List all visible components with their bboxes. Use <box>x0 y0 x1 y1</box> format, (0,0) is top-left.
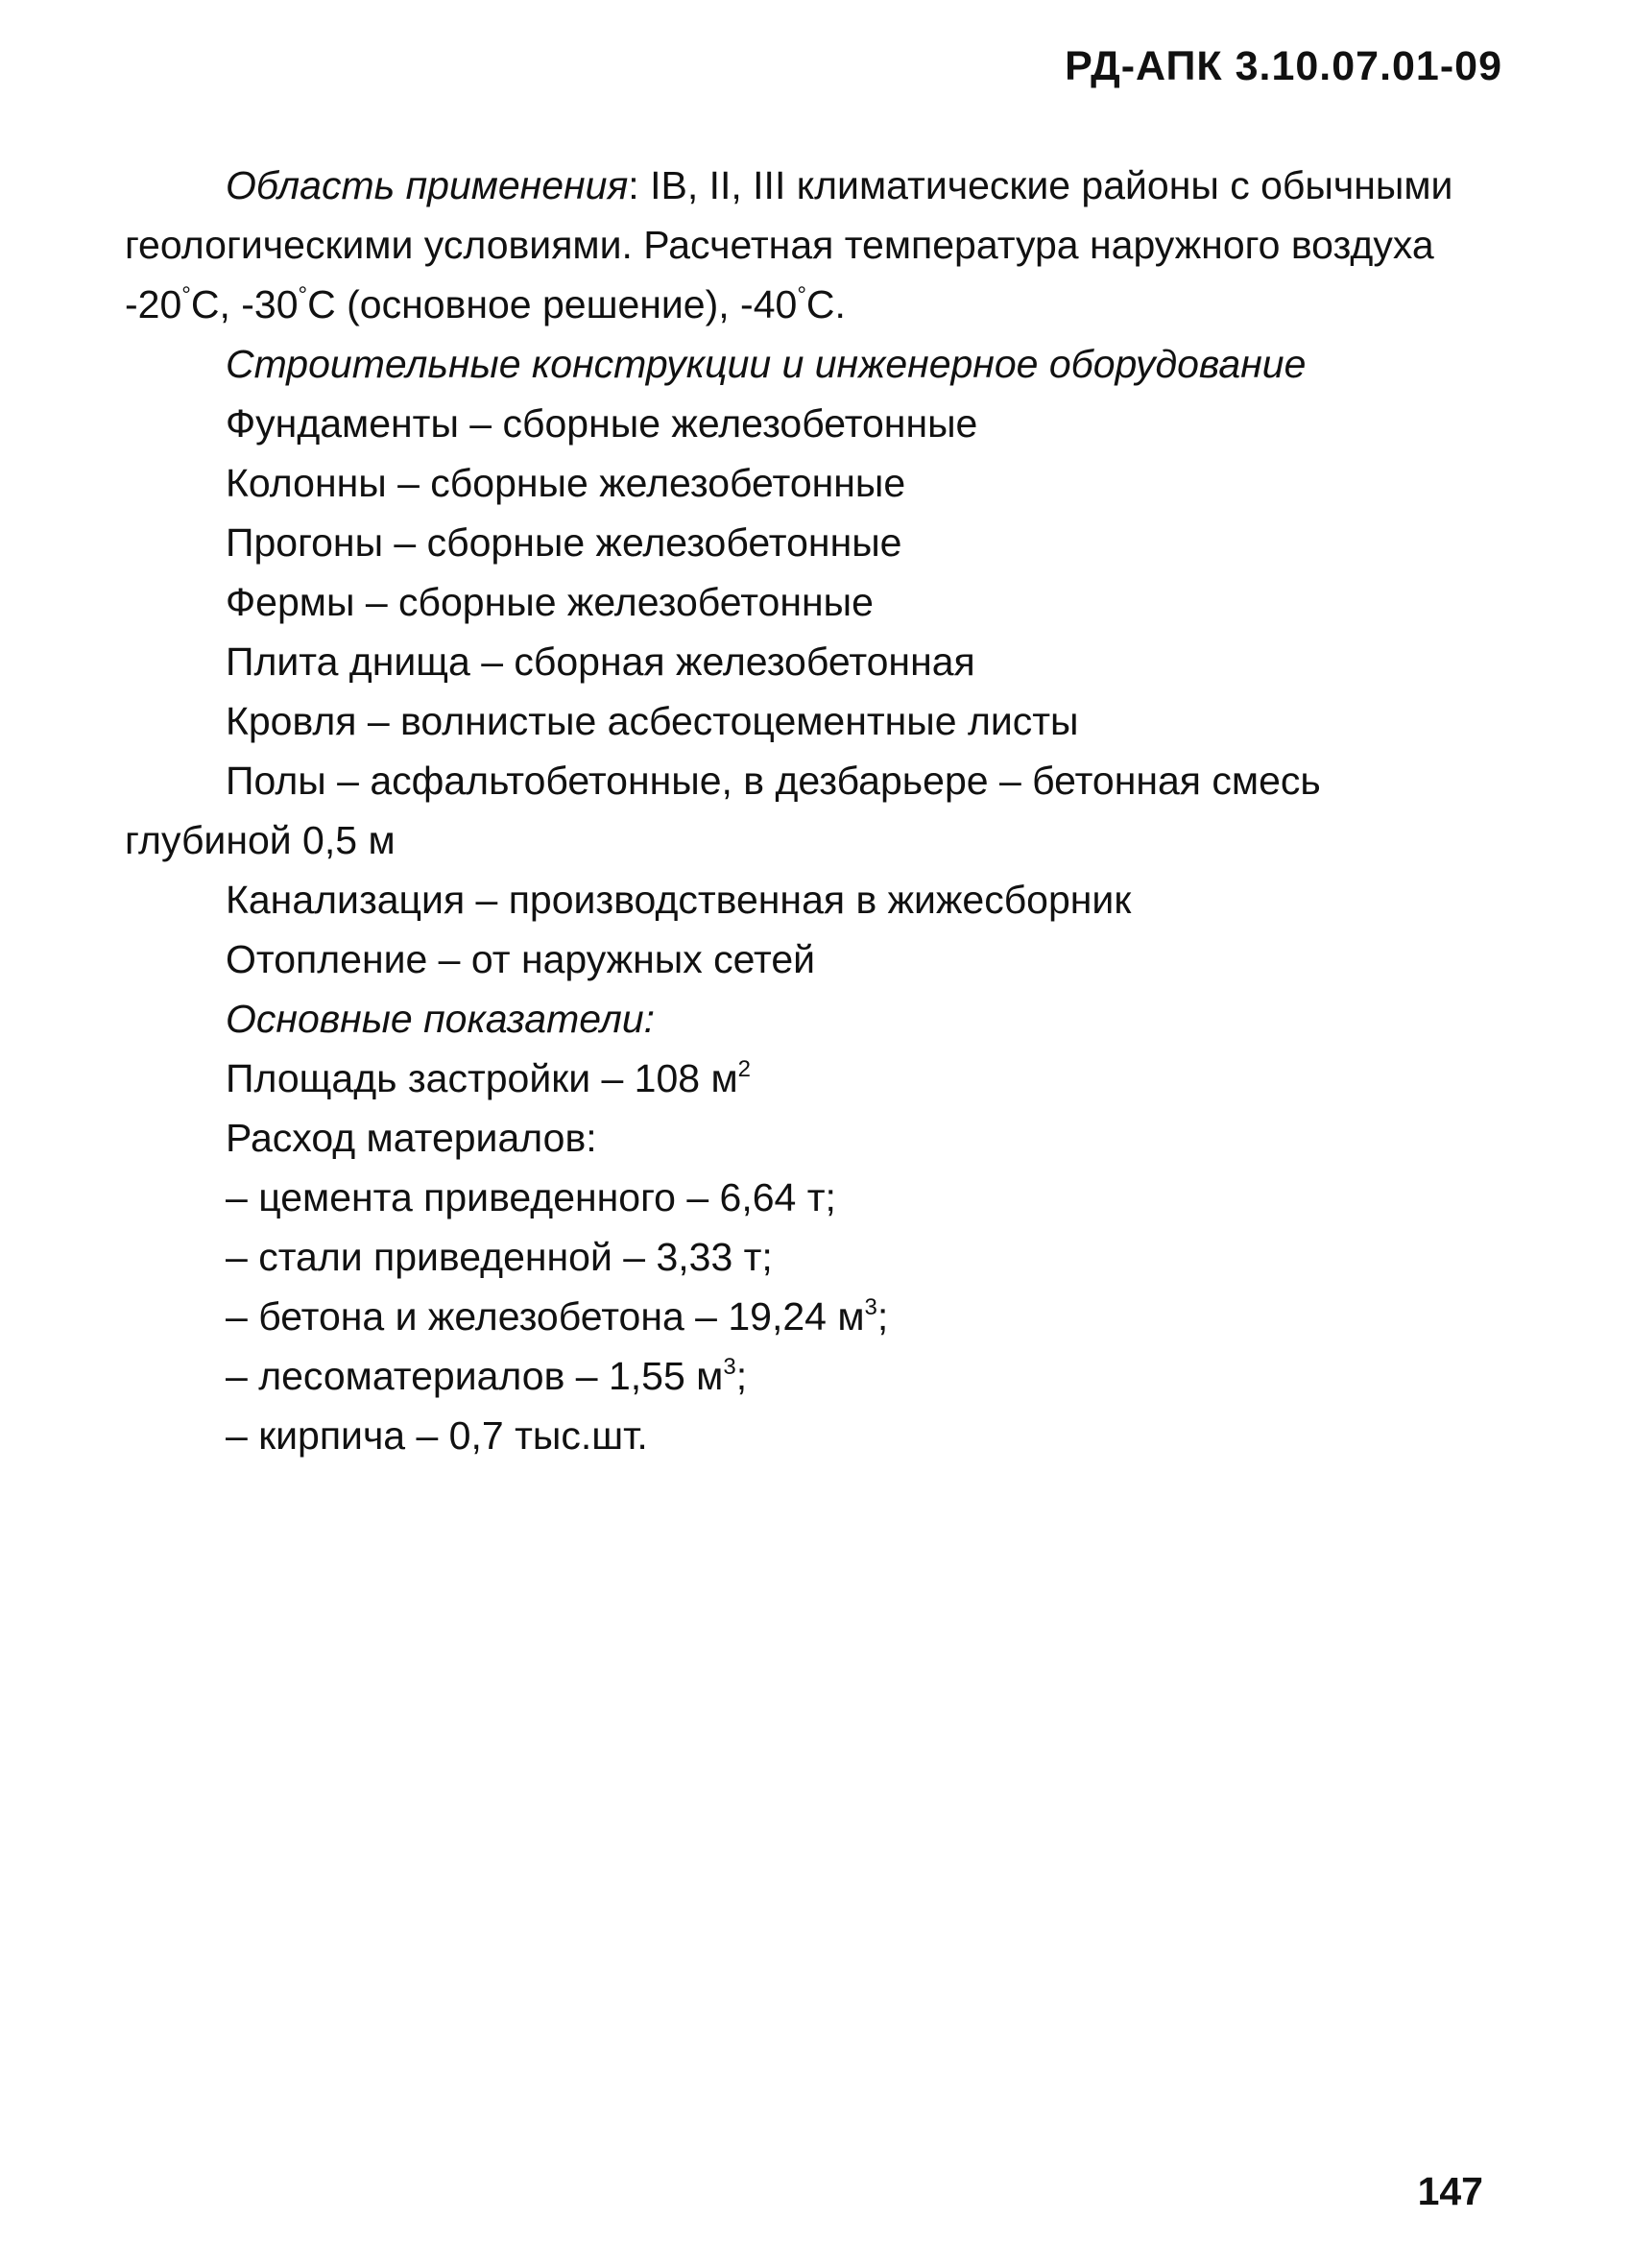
material-steel: – стали приведенной – 3,33 т; <box>226 1235 773 1279</box>
document-code: РД-АПК 3.10.07.01-09 <box>1065 43 1502 89</box>
construction-item-heating: Отопление – от наружных сетей <box>226 937 816 981</box>
indicator-building-area <box>125 1049 1488 1108</box>
concrete-unit-power: 3 <box>864 1294 877 1320</box>
scope-text-2: C, -30 <box>190 282 299 326</box>
materials-heading: Расход материалов: <box>226 1116 597 1160</box>
construction-item-bottom-slab: Плита днища – сборная железобетонная <box>226 639 975 684</box>
construction-item-floors: Полы – асфальтобетонные, в дезбарьере – бетонная смесь глубиной 0,5 м <box>125 759 1321 862</box>
construction-item-roofing: Кровля – волнистые асбестоцементные листы <box>226 699 1079 743</box>
construction-item-columns: Колонны – сборные железобетонные <box>226 461 906 505</box>
scope-text-4: C. <box>805 282 846 326</box>
timber-text: – лесоматериалов – 1,55 м <box>226 1354 724 1398</box>
timber-end: ; <box>735 1354 748 1398</box>
degree-sign-2: ° <box>298 282 308 308</box>
material-cement: – цемента приведенного – 6,64 т; <box>226 1175 836 1219</box>
page-number: 147 <box>1417 2169 1483 2213</box>
building-area-text: Площадь застройки – 108 м <box>226 1056 738 1100</box>
scope-label: Область применения <box>226 163 629 207</box>
construction-item-trusses: Фермы – сборные железобетонные <box>226 580 874 624</box>
construction-item-sewerage: Канализация – производственная в жижесборник <box>226 878 1132 922</box>
scope-text-1: : IB, II, III климатические районы с обычными геологическими условиями. Расчетная температура наружного воздуха -20 <box>125 163 1453 326</box>
building-area-unit-power: 2 <box>737 1056 752 1082</box>
degree-sign-1: ° <box>181 282 191 308</box>
concrete-text: – бетона и железобетона – 19,24 м <box>226 1294 865 1339</box>
indicators-heading: Основные показатели: <box>226 997 656 1041</box>
timber-unit-power: 3 <box>723 1354 736 1380</box>
scope-paragraph <box>125 156 1488 334</box>
degree-sign-3: ° <box>797 282 806 308</box>
page-body <box>125 156 1488 1465</box>
concrete-end: ; <box>876 1294 889 1339</box>
material-brick: – кирпича – 0,7 тыс.шт. <box>226 1413 648 1458</box>
construction-item-foundations: Фундаменты – сборные железобетонные <box>226 401 978 446</box>
scope-text-3: C (основное решение), -40 <box>307 282 798 326</box>
material-concrete <box>125 1287 1488 1346</box>
constructions-heading: Строительные конструкции и инженерное оборудование <box>226 342 1307 386</box>
construction-item-purlins: Прогоны – сборные железобетонные <box>226 520 902 565</box>
material-timber <box>125 1346 1488 1406</box>
